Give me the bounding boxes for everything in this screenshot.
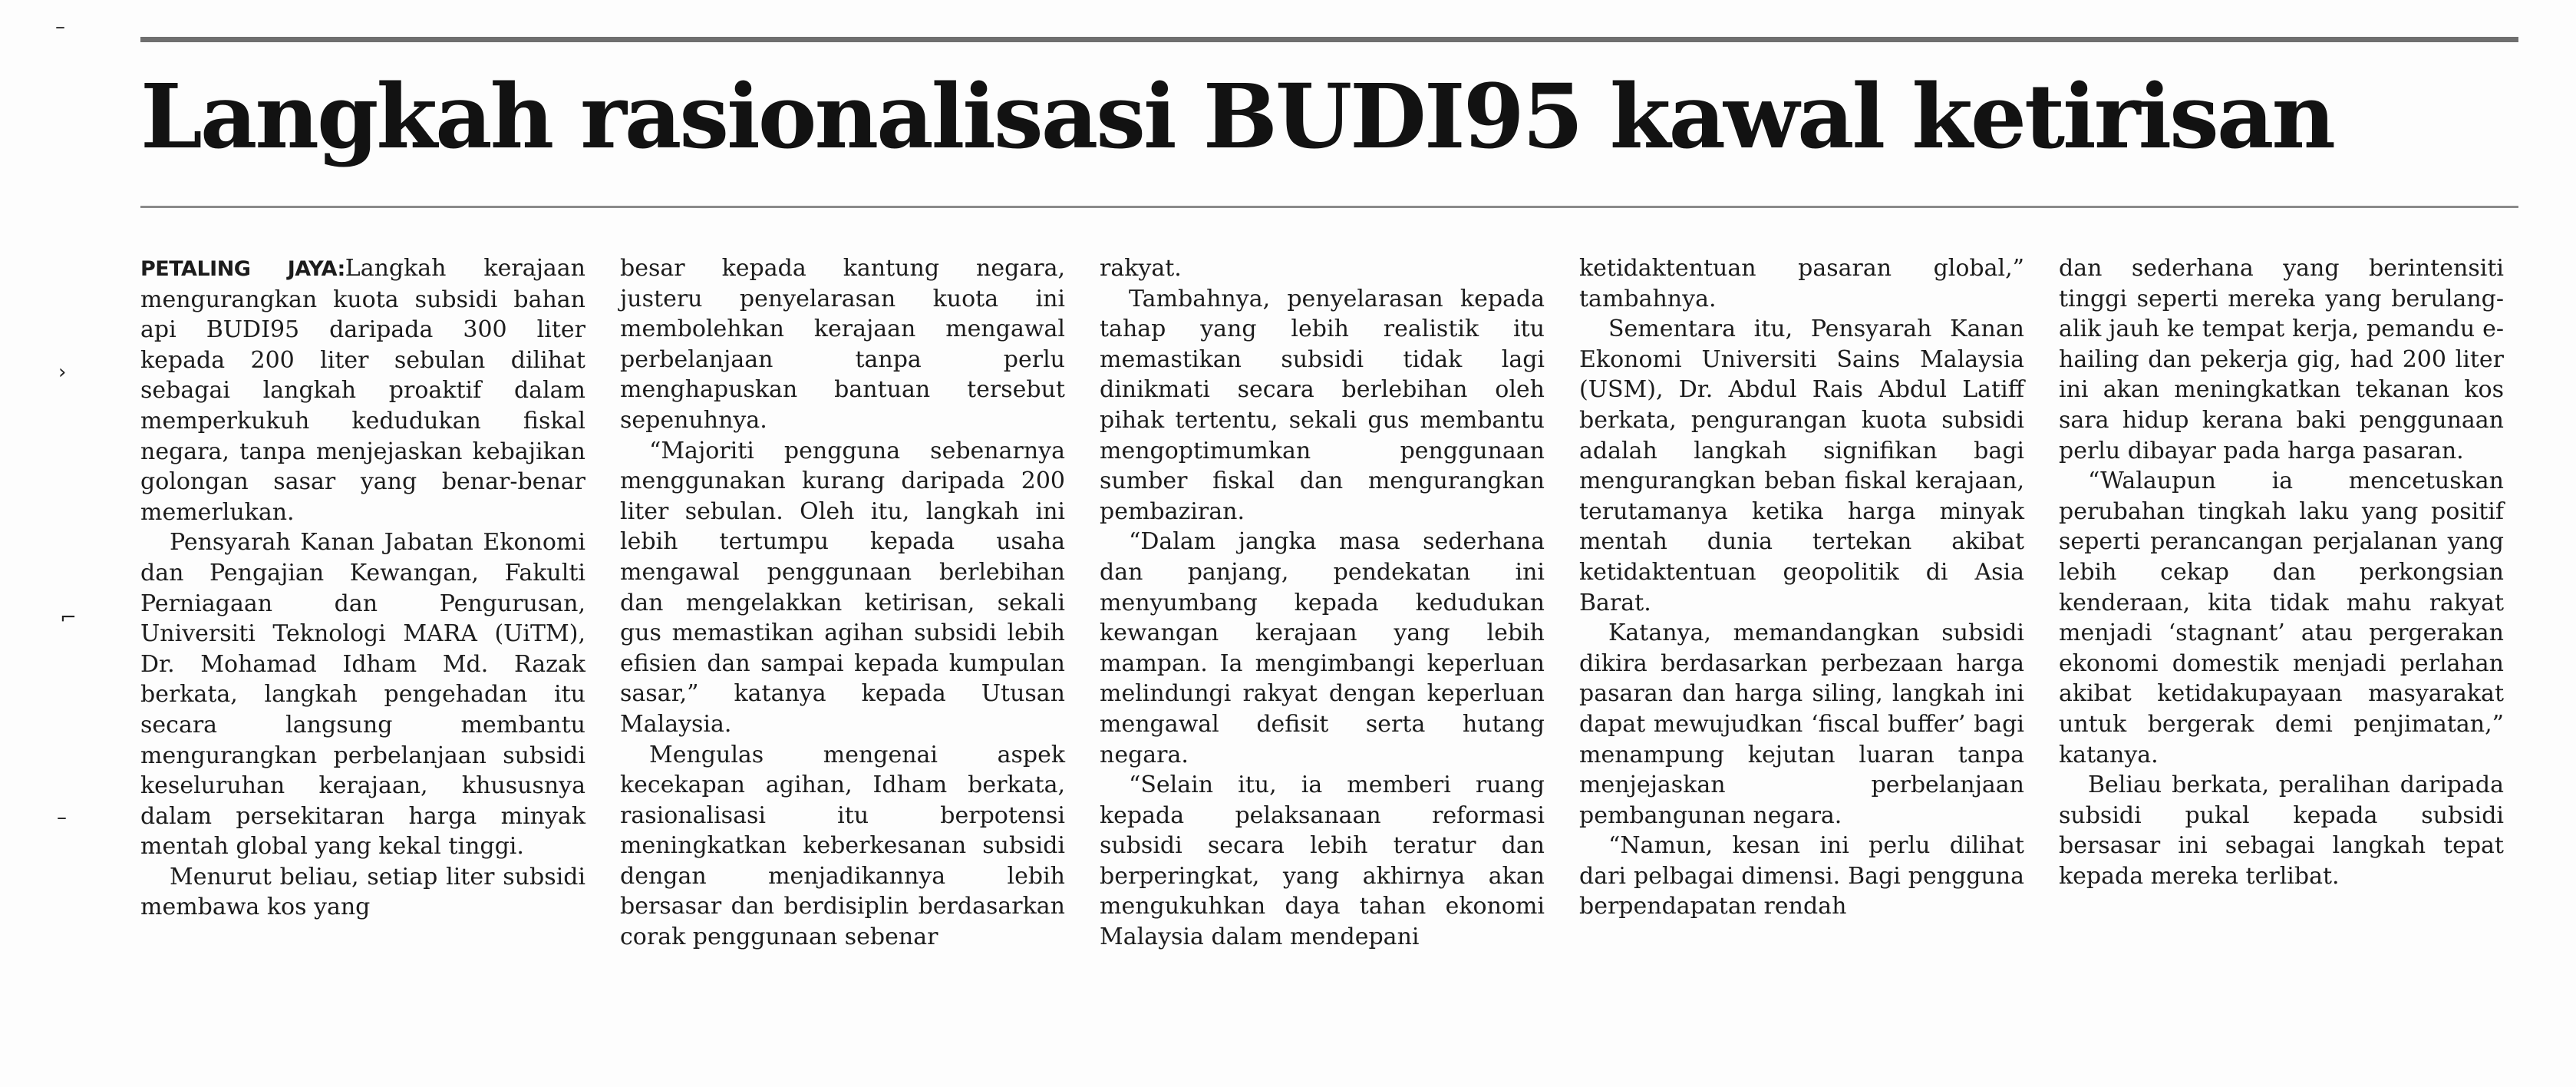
article-paragraph [140, 253, 585, 527]
paragraph-text: Langkah kerajaan mengurangkan kuota subsidi bahan api BUDI95 daripada 300 liter kepada 200 liter sebulan dilihat sebagai langkah proaktif dalam memperkukuh kedudukan fiskal negara, tanpa menjejaskan kebajikan golongan sasar yang benar-benar memerlukan. [140, 255, 585, 526]
article-paragraph: rakyat. [1100, 255, 1182, 282]
article-paragraph: Menurut beliau, setiap liter subsidi membawa kos yang [140, 863, 585, 921]
article-column-1 [140, 253, 585, 923]
article-headline: Langkah rasionalisasi BUDI95 kawal ketirisan [140, 65, 2334, 169]
article-column-5 [2059, 253, 2504, 891]
article-paragraph: Mengulas mengenai aspek kecekapan agihan, Idham berkata, rasionalisasi itu berpotensi meningkatkan keberkesanan subsidi dengan menjadikannya lebih bersasar dan berdisiplin berdasarkan corak penggunaan sebenar [620, 741, 1065, 951]
article-paragraph: Sementara itu, Pensyarah Kanan Ekonomi Universiti Sains Malaysia (USM), Dr. Abdul Rais Abdul Latiff berkata, pengurangan kuota subsidi adalah langkah signifikan bagi mengurangkan beban fiskal kerajaan, terutamanya ketika harga minyak mentah dunia tertekan akibat ketidaktentuan geopolitik di Asia Barat. [1579, 316, 2024, 616]
article-paragraph: “Walaupun ia mencetuskan perubahan tingkah laku yang positif seperti perancangan perjalanan yang lebih cekap dan perkongsian kenderaan, kita tidak mahu rakyat menjadi ‘stagnant’ atau pergerakan ekonomi domestik menjadi perlahan akibat ketidakupayaan masyarakat untuk bergerak demi penjimatan,” katanya. [2059, 468, 2504, 768]
article-paragraph: Tambahnya, penyelarasan kepada tahap yang lebih realistik itu memastikan subsidi tidak lagi dinikmati secara berlebihan oleh pihak tertentu, sekali gus membantu mengoptimumkan penggunaan sumber fiskal dan mengurangkan pembaziran. [1100, 285, 1545, 525]
margin-tick-mark: ⌐ [60, 606, 77, 629]
top-rule [140, 37, 2518, 42]
article-paragraph: dan sederhana yang berintensiti tinggi seperti mereka yang berulang-alik jauh ke tempat kerja, pemandu e-hailing dan pekerja gig, had 200 liter ini akan meningkatkan tekanan kos sara hidup kerana baki penggunaan perlu dibayar pada harga pasaran. [2059, 255, 2504, 464]
article-column-3 [1100, 253, 1545, 953]
article-paragraph: Katanya, memandangkan subsidi dikira berdasarkan perbezaan harga pasaran dan harga siling, langkah ini dapat mewujudkan ‘fiscal buffer’ bagi menampung kejutan luaran tanpa menjejaskan perbelanjaan pembangunan negara. [1579, 619, 2024, 829]
article-paragraph: “Dalam jangka masa sederhana dan panjang, pendekatan ini menyumbang kepada kedudukan kewangan kerajaan yang lebih mampan. Ia mengimbangi keperluan melindungi rakyat dengan keperluan mengawal defisit serta hutang negara. [1100, 528, 1545, 768]
article-paragraph: “Majoriti pengguna sebenarnya menggunakan kurang daripada 200 liter sebulan. Oleh itu, langkah ini lebih tertumpu kepada usaha mengawal penggunaan berlebihan dan mengelakkan ketirisan, sekali gus memastikan agihan subsidi lebih efisien dan sampai kepada kumpulan sasar,” katanya kepada Utusan Malaysia. [620, 437, 1065, 738]
article-column-2 [620, 253, 1065, 953]
headline-rule [140, 206, 2518, 208]
margin-arrow-mark: › [58, 361, 67, 384]
article-paragraph: Beliau berkata, peralihan daripada subsidi pukal kepada subsidi bersasar ini sebagai langkah tepat kepada mereka terlibat. [2059, 771, 2504, 890]
article-paragraph: ketidaktentuan pasaran global,” tambahnya. [1579, 255, 2024, 312]
dateline: PETALING JAYA: [140, 257, 345, 281]
article-paragraph: Pensyarah Kanan Jabatan Ekonomi dan Pengajian Kewangan, Fakulti Perniagaan dan Pengurusan, Universiti Teknologi MARA (UiTM), Dr. Mohamad Idham Md. Razak berkata, langkah pengehadan itu secara langsung membantu mengurangkan perbelanjaan subsidi keseluruhan kerajaan, khususnya dalam persekitaran harga minyak mentah global yang kekal tinggi. [140, 529, 585, 861]
article-paragraph: besar kepada kantung negara, justeru penyelarasan kuota ini membolehkan kerajaan mengawal perbelanjaan tanpa perlu menghapuskan bantuan tersebut sepenuhnya. [620, 255, 1065, 434]
margin-dash-mark: – [55, 15, 65, 38]
article-column-4 [1579, 253, 2024, 922]
article-paragraph: “Selain itu, ia memberi ruang kepada pelaksanaan reformasi subsidi secara lebih teratur dan berperingkat, yang akhirnya akan mengukuhkan daya tahan ekonomi Malaysia dalam mendepani [1100, 771, 1545, 951]
margin-dash-mark: – [57, 806, 67, 829]
article-paragraph: “Namun, kesan ini perlu dilihat dari pelbagai dimensi. Bagi pengguna berpendapatan rendah [1579, 832, 2024, 920]
